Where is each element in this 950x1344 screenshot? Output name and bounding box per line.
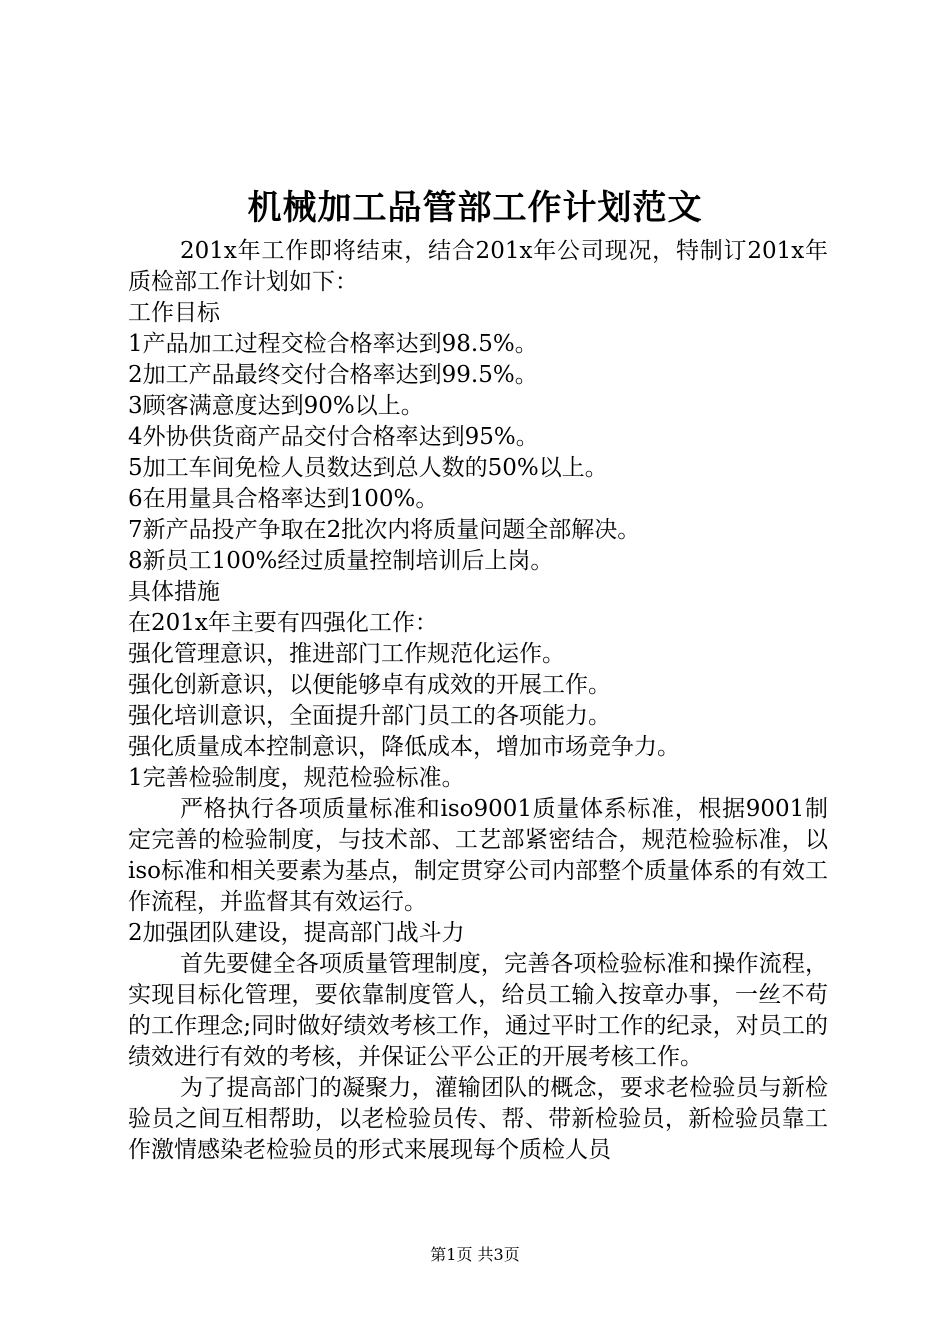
- page-number-footer: 第1页 共3页: [430, 1245, 520, 1264]
- goal-item: 5加工车间免检人员数达到总人数的50%以上。: [128, 455, 608, 481]
- document-title: 机械加工品管部工作计划范文: [247, 188, 703, 228]
- section-heading-measures: 具体措施: [128, 579, 220, 605]
- goal-item: 4外协供货商产品交付合格率达到95%。: [128, 424, 539, 450]
- point2-paragraph-2: 为了提高部门的凝聚力，灌输团队的概念，要求老检验员与新检验员之间互相帮助，以老检验员传、帮、带新检验员，新检验员靠工作激情感染老检验员的形式来展现每个质检人员: [128, 1075, 828, 1163]
- strengthen-item: 强化创新意识，以便能够卓有成效的开展工作。: [128, 672, 611, 698]
- point1-heading: 1完善检验制度，规范检验标准。: [128, 765, 465, 791]
- goal-item: 8新员工100%经过质量控制培训后上岗。: [128, 548, 554, 574]
- point2-heading: 2加强团队建设，提高部门战斗力: [128, 920, 465, 946]
- goal-item: 6在用量具合格率达到100%。: [128, 486, 439, 512]
- goal-item: 7新产品投产争取在2批次内将质量问题全部解决。: [128, 517, 641, 543]
- goal-item: 1产品加工过程交检合格率达到98.5%。: [128, 331, 538, 357]
- measures-lead: 在201x年主要有四强化工作：: [128, 610, 438, 636]
- goal-item: 2加工产品最终交付合格率达到99.5%。: [128, 362, 538, 388]
- goal-item: 3顾客满意度达到90%以上。: [128, 393, 424, 419]
- document-body: [128, 236, 828, 1166]
- point1-paragraph: 严格执行各项质量标准和iso9001质量体系标准，根据9001制定完善的检验制度，与技术部、工艺部紧密结合，规范检验标准，以iso标准和相关要素为基点，制定贯穿公司内部整个质量体系的有效工作流程，并监督其有效运行。: [128, 796, 829, 915]
- section-heading-goals: 工作目标: [128, 300, 220, 326]
- strengthen-item: 强化质量成本控制意识，降低成本，增加市场竞争力。: [128, 734, 680, 760]
- intro-paragraph: 201x年工作即将结束，结合201x年公司现况，特制订201x年质检部工作计划如下：: [128, 238, 828, 295]
- strengthen-item: 强化培训意识，全面提升部门员工的各项能力。: [128, 703, 611, 729]
- strengthen-item: 强化管理意识，推进部门工作规范化运作。: [128, 641, 565, 667]
- point2-paragraph-1: 首先要健全各项质量管理制度，完善各项检验标准和操作流程，实现目标化管理，要依靠制度管人，给员工输入按章办事，一丝不苟的工作理念;同时做好绩效考核工作，通过平时工作的纪录，对员工的绩效进行有效的考核，并保证公平公正的开展考核工作。: [128, 951, 828, 1070]
